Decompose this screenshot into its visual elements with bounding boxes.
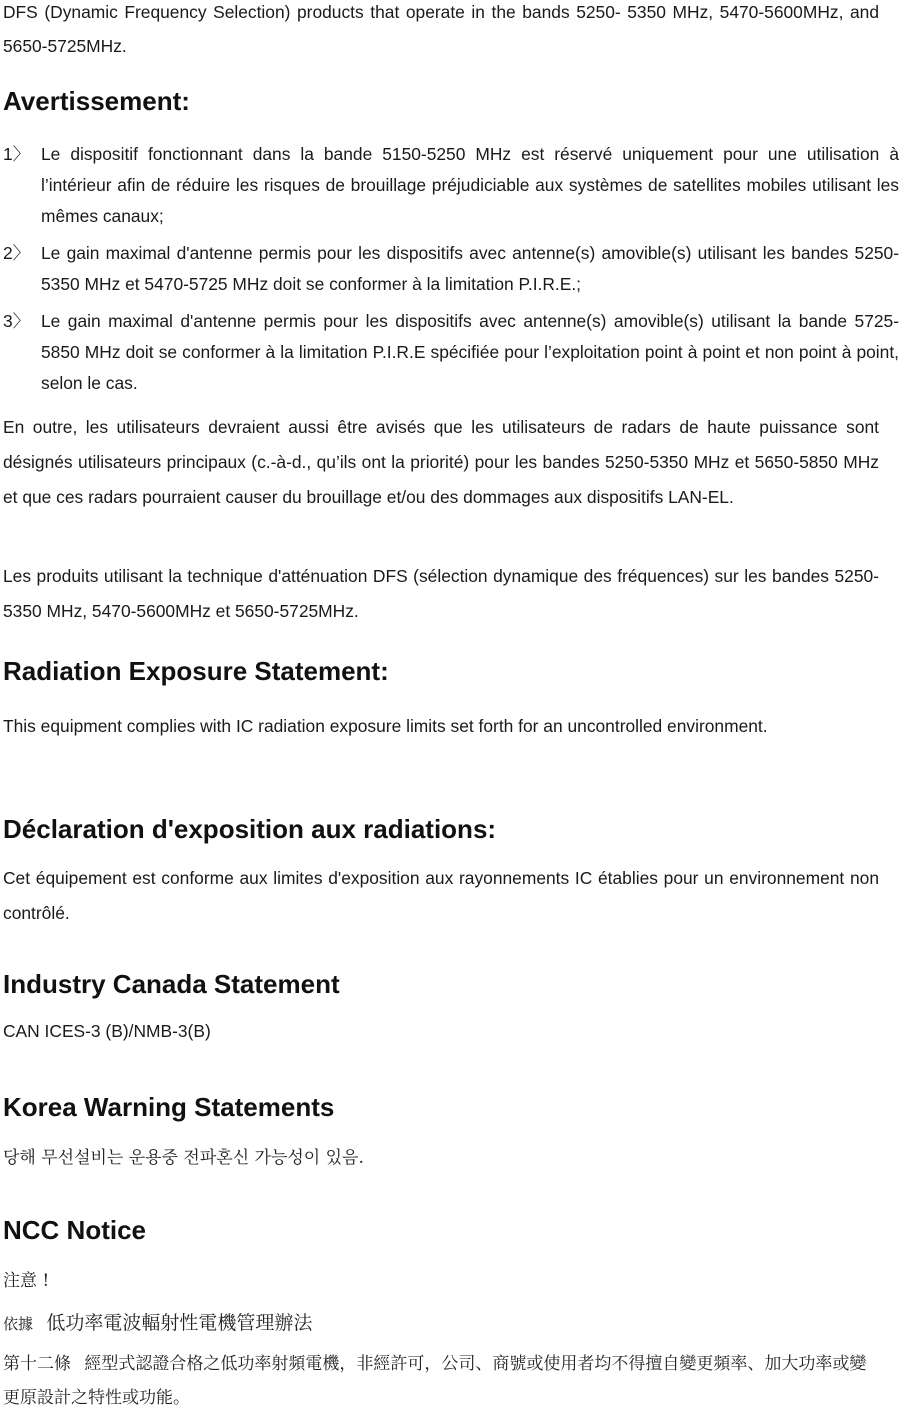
ncc-regulation-line [3,1305,879,1343]
heading-radiation-exposure: Radiation Exposure Statement: [3,656,389,686]
list-item-text: Le gain maximal d'antenne permis pour les dispositifs avec antenne(s) amovible(s) utilisant les bandes 5250-5350 MHz et 5470-5725 MHz doit se conformer à la limitation P.I.R.E.; [41,243,899,294]
list-item-number: 1〉 [3,144,31,164]
avertissement-list [3,139,899,399]
ncc-article-paragraph [3,1347,879,1415]
list-item-text: Le dispositif fonctionnant dans la bande 5150-5250 MHz est réservé uniquement pour une utilisation à l’intérieur afin de réduire les risques de brouillage préjudiciable aux systèmes de satellites mobiles utilisant les mêmes canaux; [41,144,899,226]
list-item [3,139,899,232]
avertissement-paragraph-2: Les produits utilisant la technique d'atténuation DFS (sélection dynamique des fréquences) sur les bandes 5250- 5350 MHz, 5470-5600MHz et 5650-5725MHz. [3,566,879,621]
industry-canada-text: CAN ICES-3 (B)/NMB-3(B) [3,1021,211,1041]
radiation-paragraph: This equipment complies with IC radiation exposure limits set forth for an uncontrolled environment. [3,716,768,736]
ncc-regulation-prefix: 依據 [3,1315,34,1333]
avertissement-paragraph-1: En outre, les utilisateurs devraient aussi être avisés que les utilisateurs de radars de haute puissance sont désignés utilisateurs principaux (c.-à-d., qu’ils ont la priorité) pour les bandes 5250-5350 MHz et 5650-5850 MHz et que ces radars pourraient causer du brouillage et/ou des dommages aux dispositifs LAN-EL. [3,417,879,507]
heading-ncc-notice: NCC Notice [3,1215,147,1245]
list-item-number: 3〉 [3,311,31,331]
heading-declaration: Déclaration d'exposition aux radiations: [3,814,497,844]
declaration-paragraph: Cet équipement est conforme aux limites d'exposition aux rayonnements IC établies pour un environnement non contrôlé. [3,868,879,923]
heading-avertissement: Avertissement: [3,86,190,116]
ncc-attention: 注意 ! [3,1271,50,1291]
ncc-article-text: 經型式認證合格之低功率射頻電機，非經許可，公司、商號或使用者均不得擅自變更頻率、加大功率或變更原設計之特性或功能。 [3,1354,867,1408]
list-item-number: 2〉 [3,243,31,263]
intro-paragraph: DFS (Dynamic Frequency Selection) products that operate in the bands 5250- 5350 MHz, 5470-5600MHz, and 5650-5725MHz. [3,2,879,56]
list-item [3,306,899,399]
ncc-article-prefix: 第十二條 [3,1354,71,1374]
list-item-text: Le gain maximal d'antenne permis pour les dispositifs avec antenne(s) amovible(s) utilisant la bande 5725-5850 MHz doit se conformer à la limitation P.I.R.E spécifiée pour l’exploitation point à point et non point à point, selon le cas. [41,311,899,393]
heading-industry-canada: Industry Canada Statement [3,969,340,999]
heading-korea-warning: Korea Warning Statements [3,1092,335,1122]
ncc-regulation-title: 低功率電波輻射性電機管理辦法 [46,1312,313,1334]
korea-warning-text: 당해 무선설비는 운용중 전파혼신 가능성이 있음. [3,1148,364,1168]
list-item [3,238,899,300]
